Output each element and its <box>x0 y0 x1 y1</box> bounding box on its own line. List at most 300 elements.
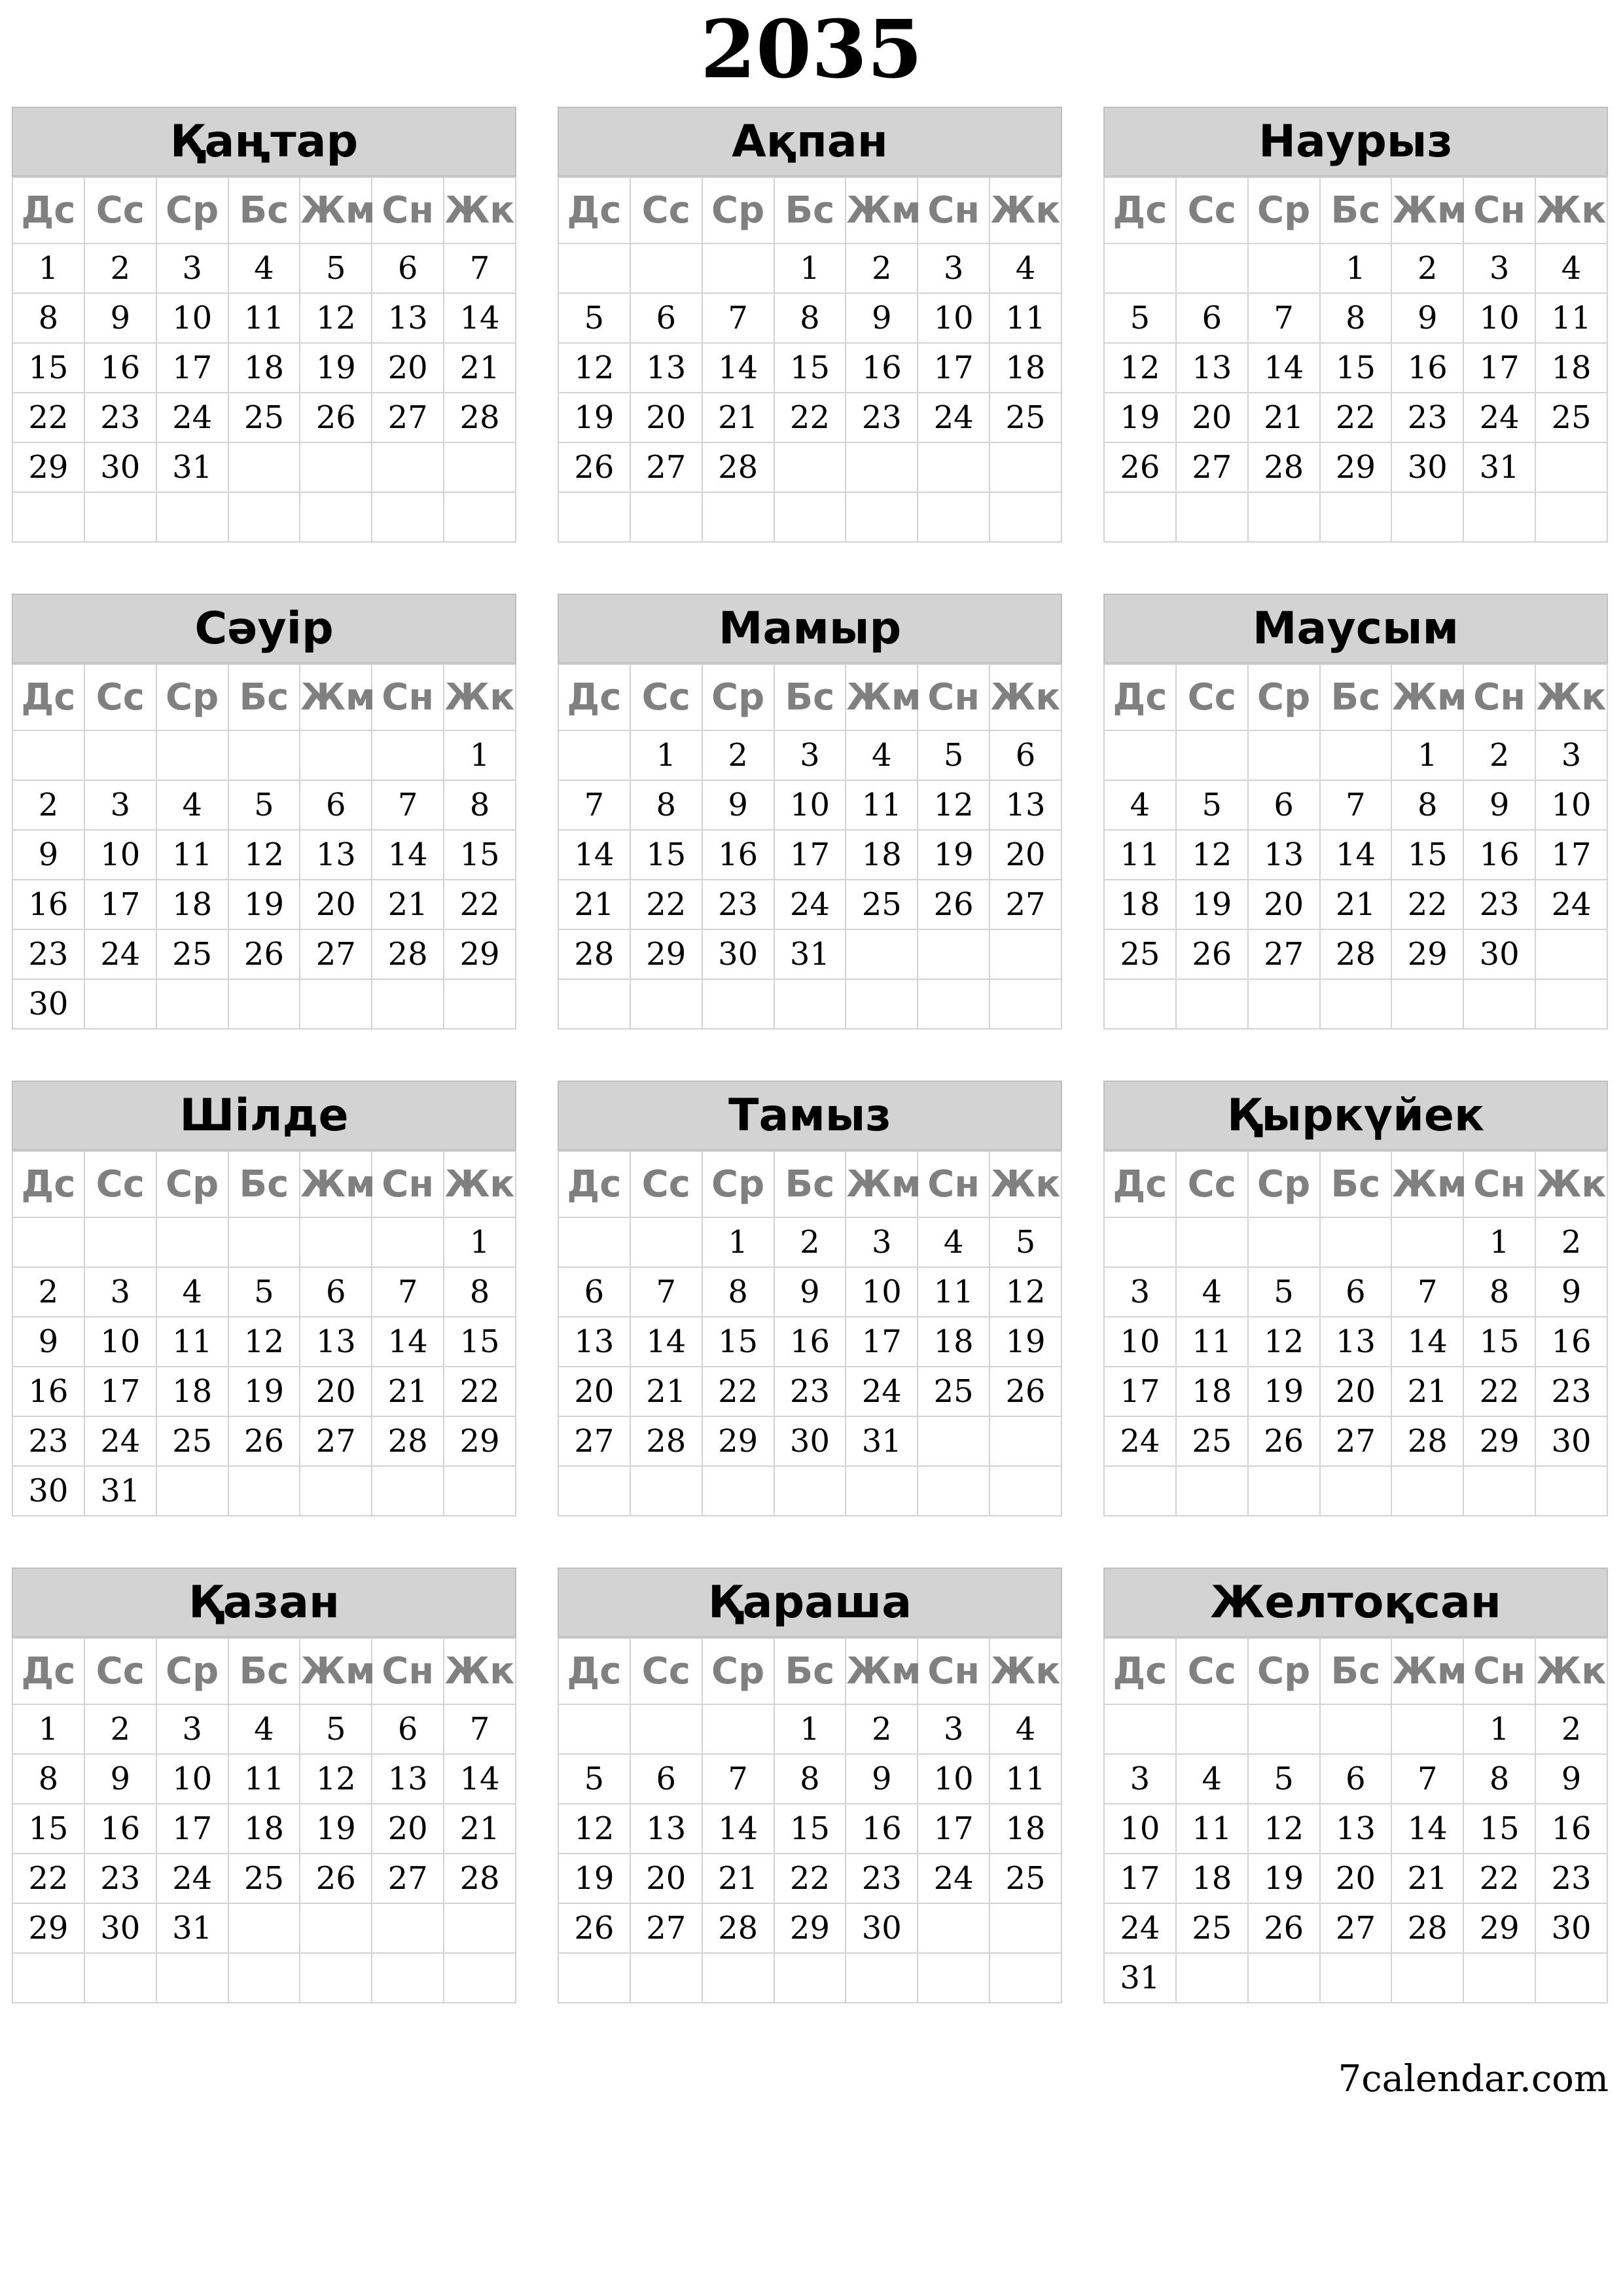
day-cell <box>990 1903 1061 1953</box>
day-cell <box>156 1953 228 2003</box>
day-cell: 5 <box>558 293 630 343</box>
week-row <box>558 880 1061 929</box>
day-cell: 24 <box>1463 393 1535 442</box>
day-cell <box>156 1466 228 1516</box>
day-cell: 29 <box>630 929 702 979</box>
day-cell: 13 <box>1176 343 1248 393</box>
day-cell: 19 <box>1248 1854 1320 1903</box>
day-cell <box>774 1466 846 1516</box>
weekday-label: Дс <box>558 177 630 243</box>
day-cell: 31 <box>156 442 228 492</box>
day-cell <box>1535 929 1607 979</box>
day-cell: 26 <box>558 1903 630 1953</box>
weekday-label: Дс <box>1104 1151 1176 1217</box>
weekday-label: Жк <box>990 177 1061 243</box>
day-cell: 9 <box>12 830 84 880</box>
day-cell: 6 <box>300 1267 372 1317</box>
weekday-label: Жк <box>444 177 516 243</box>
day-cell: 14 <box>1248 343 1320 393</box>
day-cell: 7 <box>630 1267 702 1317</box>
day-cell <box>558 730 630 780</box>
day-cell <box>990 1466 1061 1516</box>
day-cell: 13 <box>1248 830 1320 880</box>
day-cell <box>630 1466 702 1516</box>
day-cell <box>300 979 372 1029</box>
day-cell: 18 <box>1176 1367 1248 1416</box>
day-cell <box>918 1416 990 1466</box>
day-cell: 12 <box>300 1754 372 1804</box>
day-cell: 9 <box>702 780 774 830</box>
month-block <box>1103 1081 1608 1516</box>
day-cell <box>1463 492 1535 542</box>
day-cell: 19 <box>1248 1367 1320 1416</box>
weekday-label: Жм <box>300 1151 372 1217</box>
day-cell: 2 <box>846 1704 918 1754</box>
day-cell: 22 <box>774 393 846 442</box>
day-cell <box>702 1704 774 1754</box>
weekday-label: Дс <box>558 1151 630 1217</box>
day-cell: 14 <box>702 343 774 393</box>
week-row <box>12 1466 516 1516</box>
weekday-label: Ср <box>702 177 774 243</box>
day-cell: 4 <box>1176 1267 1248 1317</box>
day-cell: 17 <box>1104 1854 1176 1903</box>
day-cell: 3 <box>1104 1267 1176 1317</box>
day-cell: 27 <box>1320 1903 1392 1953</box>
day-cell <box>444 979 516 1029</box>
day-cell <box>300 1466 372 1516</box>
day-cell <box>156 979 228 1029</box>
day-cell: 13 <box>630 343 702 393</box>
day-cell <box>990 1953 1061 2003</box>
day-cell: 14 <box>702 1804 774 1854</box>
week-row <box>558 492 1061 542</box>
day-cell: 17 <box>156 1804 228 1854</box>
day-cell: 23 <box>84 1854 156 1903</box>
day-cell: 9 <box>1535 1267 1607 1317</box>
month-title: Қыркүйек <box>1103 1081 1608 1151</box>
day-cell: 23 <box>1463 880 1535 929</box>
day-cell <box>558 1217 630 1267</box>
day-cell <box>1535 1953 1607 2003</box>
day-cell: 18 <box>918 1317 990 1367</box>
day-cell: 12 <box>558 1804 630 1854</box>
day-cell: 7 <box>1320 780 1392 830</box>
day-cell: 20 <box>990 830 1061 880</box>
week-row <box>558 343 1061 393</box>
week-row <box>558 1704 1061 1754</box>
day-cell <box>84 730 156 780</box>
day-cell: 7 <box>558 780 630 830</box>
weekday-label: Сн <box>372 177 444 243</box>
day-cell <box>84 492 156 542</box>
week-row <box>1104 1466 1607 1516</box>
day-cell: 16 <box>1535 1317 1607 1367</box>
day-cell: 12 <box>228 830 300 880</box>
weekday-label: Жм <box>1391 1638 1463 1704</box>
day-cell <box>846 492 918 542</box>
week-row <box>1104 243 1607 293</box>
day-cell: 19 <box>228 1367 300 1416</box>
week-row <box>12 1267 516 1317</box>
day-cell <box>990 492 1061 542</box>
day-cell: 4 <box>990 243 1061 293</box>
day-cell: 10 <box>1535 780 1607 830</box>
day-cell: 27 <box>372 393 444 442</box>
day-cell: 26 <box>1176 929 1248 979</box>
weekday-label: Сн <box>918 177 990 243</box>
day-cell <box>1176 979 1248 1029</box>
day-cell <box>558 1704 630 1754</box>
day-cell <box>300 730 372 780</box>
day-cell: 24 <box>84 929 156 979</box>
day-cell <box>84 1953 156 2003</box>
day-cell: 23 <box>846 393 918 442</box>
day-cell: 22 <box>444 880 516 929</box>
day-cell: 20 <box>630 1854 702 1903</box>
day-cell: 25 <box>990 1854 1061 1903</box>
weekday-label: Жк <box>990 1638 1061 1704</box>
day-cell: 11 <box>228 293 300 343</box>
day-cell: 1 <box>1391 730 1463 780</box>
day-cell: 24 <box>156 393 228 442</box>
day-cell <box>228 1953 300 2003</box>
weekday-header-row <box>12 664 516 730</box>
day-cell: 20 <box>372 343 444 393</box>
week-row <box>558 730 1061 780</box>
day-cell: 12 <box>1248 1317 1320 1367</box>
day-cell: 30 <box>1391 442 1463 492</box>
day-cell: 6 <box>630 1754 702 1804</box>
day-cell: 5 <box>300 1704 372 1754</box>
day-cell: 10 <box>84 1317 156 1367</box>
day-cell: 16 <box>12 880 84 929</box>
weekday-label: Сн <box>918 1151 990 1217</box>
weekday-label: Ср <box>702 1638 774 1704</box>
day-cell <box>12 730 84 780</box>
day-cell <box>444 1466 516 1516</box>
day-cell: 15 <box>12 343 84 393</box>
day-cell: 5 <box>558 1754 630 1804</box>
month-grid <box>558 1151 1062 1516</box>
day-cell: 3 <box>1535 730 1607 780</box>
day-cell: 27 <box>1320 1416 1392 1466</box>
day-cell: 15 <box>1463 1804 1535 1854</box>
day-cell: 8 <box>12 293 84 343</box>
week-row <box>558 1754 1061 1804</box>
day-cell: 4 <box>990 1704 1061 1754</box>
day-cell: 21 <box>702 393 774 442</box>
day-cell: 20 <box>1248 880 1320 929</box>
day-cell: 2 <box>12 1267 84 1317</box>
week-row <box>12 1854 516 1903</box>
month-grid <box>12 664 516 1030</box>
day-cell: 12 <box>1248 1804 1320 1854</box>
day-cell <box>12 492 84 542</box>
day-cell <box>774 492 846 542</box>
day-cell: 29 <box>444 1416 516 1466</box>
weekday-label: Дс <box>1104 1638 1176 1704</box>
day-cell: 12 <box>228 1317 300 1367</box>
day-cell <box>1320 730 1392 780</box>
weekday-label: Дс <box>1104 177 1176 243</box>
weekday-label: Сс <box>84 664 156 730</box>
day-cell <box>630 492 702 542</box>
day-cell <box>918 1466 990 1516</box>
week-row <box>12 1317 516 1367</box>
day-cell: 15 <box>702 1317 774 1367</box>
day-cell <box>1176 1704 1248 1754</box>
day-cell <box>1320 979 1392 1029</box>
day-cell: 10 <box>918 1754 990 1804</box>
weekday-label: Сн <box>1463 664 1535 730</box>
day-cell <box>228 492 300 542</box>
week-row <box>558 442 1061 492</box>
week-row <box>12 880 516 929</box>
day-cell: 30 <box>1463 929 1535 979</box>
day-cell: 8 <box>774 293 846 343</box>
day-cell: 25 <box>156 929 228 979</box>
day-cell <box>1248 730 1320 780</box>
week-row <box>558 1903 1061 1953</box>
day-cell: 23 <box>846 1854 918 1903</box>
day-cell: 17 <box>918 343 990 393</box>
weekday-label: Жм <box>300 664 372 730</box>
weekday-header-row <box>12 1638 516 1704</box>
day-cell: 16 <box>1463 830 1535 880</box>
weekday-label: Жк <box>1535 1638 1607 1704</box>
day-cell <box>630 1217 702 1267</box>
weekday-label: Бс <box>774 1638 846 1704</box>
day-cell: 8 <box>774 1754 846 1804</box>
weekday-label: Жм <box>1391 1151 1463 1217</box>
month-block <box>1103 107 1608 543</box>
day-cell <box>630 243 702 293</box>
day-cell: 11 <box>846 780 918 830</box>
day-cell <box>1104 492 1176 542</box>
day-cell: 19 <box>558 1854 630 1903</box>
day-cell: 16 <box>84 1804 156 1854</box>
month-grid <box>12 177 516 543</box>
day-cell: 18 <box>156 1367 228 1416</box>
day-cell: 8 <box>12 1754 84 1804</box>
day-cell <box>1176 1466 1248 1516</box>
day-cell: 13 <box>558 1317 630 1367</box>
day-cell: 21 <box>630 1367 702 1416</box>
day-cell <box>372 1466 444 1516</box>
day-cell: 23 <box>84 393 156 442</box>
day-cell: 29 <box>1320 442 1392 492</box>
day-cell: 26 <box>300 393 372 442</box>
day-cell: 27 <box>990 880 1061 929</box>
weekday-header-row <box>12 177 516 243</box>
weekday-label: Ср <box>1248 177 1320 243</box>
day-cell: 5 <box>990 1217 1061 1267</box>
day-cell: 7 <box>444 243 516 293</box>
weekday-label: Сс <box>630 1151 702 1217</box>
day-cell: 29 <box>444 929 516 979</box>
day-cell: 17 <box>1463 343 1535 393</box>
day-cell: 10 <box>84 830 156 880</box>
day-cell <box>228 979 300 1029</box>
day-cell: 27 <box>558 1416 630 1466</box>
week-row <box>12 1754 516 1804</box>
day-cell: 6 <box>630 293 702 343</box>
day-cell <box>1104 730 1176 780</box>
day-cell: 5 <box>1104 293 1176 343</box>
weekday-label: Сн <box>1463 1151 1535 1217</box>
day-cell: 29 <box>702 1416 774 1466</box>
day-cell: 18 <box>846 830 918 880</box>
weekday-label: Дс <box>12 177 84 243</box>
day-cell <box>156 492 228 542</box>
month-title: Тамыз <box>558 1081 1062 1151</box>
day-cell <box>1176 492 1248 542</box>
day-cell: 21 <box>558 880 630 929</box>
month-block <box>1103 1568 1608 2003</box>
week-row <box>1104 442 1607 492</box>
month-block <box>12 1081 516 1516</box>
day-cell: 28 <box>444 393 516 442</box>
day-cell: 26 <box>558 442 630 492</box>
day-cell <box>300 1217 372 1267</box>
week-row <box>1104 1754 1607 1804</box>
day-cell: 15 <box>774 343 846 393</box>
weekday-header-row <box>558 664 1061 730</box>
day-cell: 23 <box>702 880 774 929</box>
day-cell: 13 <box>1320 1804 1392 1854</box>
day-cell <box>84 979 156 1029</box>
day-cell <box>702 243 774 293</box>
week-row <box>12 243 516 293</box>
week-row <box>12 730 516 780</box>
week-row <box>558 1267 1061 1317</box>
day-cell: 27 <box>630 1903 702 1953</box>
day-cell: 7 <box>444 1704 516 1754</box>
day-cell: 9 <box>846 293 918 343</box>
weekday-header-row <box>558 177 1061 243</box>
day-cell: 15 <box>1463 1317 1535 1367</box>
week-row <box>1104 880 1607 929</box>
day-cell: 6 <box>1176 293 1248 343</box>
day-cell: 20 <box>630 393 702 442</box>
day-cell: 20 <box>558 1367 630 1416</box>
day-cell <box>1104 1217 1176 1267</box>
day-cell: 2 <box>702 730 774 780</box>
month-block <box>558 1081 1062 1516</box>
day-cell <box>1391 1704 1463 1754</box>
day-cell: 11 <box>1176 1804 1248 1854</box>
day-cell: 11 <box>918 1267 990 1317</box>
week-row <box>1104 1804 1607 1854</box>
day-cell: 29 <box>12 1903 84 1953</box>
week-row <box>12 293 516 343</box>
weekday-label: Сс <box>84 1151 156 1217</box>
weekday-label: Бс <box>774 664 846 730</box>
month-block <box>558 594 1062 1030</box>
day-cell: 16 <box>84 343 156 393</box>
day-cell: 30 <box>12 1466 84 1516</box>
day-cell <box>918 929 990 979</box>
day-cell: 24 <box>846 1367 918 1416</box>
day-cell: 28 <box>702 442 774 492</box>
day-cell: 19 <box>1104 393 1176 442</box>
weekday-label: Дс <box>1104 664 1176 730</box>
day-cell: 2 <box>1535 1704 1607 1754</box>
day-cell: 31 <box>84 1466 156 1516</box>
week-row <box>558 1317 1061 1367</box>
year-title: 2035 <box>700 2 923 96</box>
day-cell: 21 <box>372 1367 444 1416</box>
day-cell: 3 <box>84 1267 156 1317</box>
weekday-label: Сс <box>630 664 702 730</box>
day-cell: 26 <box>990 1367 1061 1416</box>
day-cell: 20 <box>300 1367 372 1416</box>
day-cell <box>1320 1704 1392 1754</box>
day-cell <box>1535 442 1607 492</box>
day-cell: 27 <box>1176 442 1248 492</box>
day-cell: 26 <box>1104 442 1176 492</box>
day-cell: 18 <box>990 1804 1061 1854</box>
week-row <box>558 1854 1061 1903</box>
day-cell: 30 <box>1535 1903 1607 1953</box>
day-cell <box>1248 243 1320 293</box>
day-cell: 4 <box>846 730 918 780</box>
day-cell: 4 <box>156 1267 228 1317</box>
day-cell: 27 <box>300 1416 372 1466</box>
day-cell: 10 <box>846 1267 918 1317</box>
day-cell: 19 <box>990 1317 1061 1367</box>
week-row <box>12 442 516 492</box>
day-cell: 1 <box>444 1217 516 1267</box>
week-row <box>1104 1903 1607 1953</box>
day-cell <box>990 979 1061 1029</box>
day-cell: 26 <box>1248 1903 1320 1953</box>
day-cell: 3 <box>918 1704 990 1754</box>
day-cell: 29 <box>12 442 84 492</box>
day-cell: 3 <box>156 243 228 293</box>
weekday-label: Жк <box>990 664 1061 730</box>
day-cell: 30 <box>846 1903 918 1953</box>
weekday-label: Бс <box>228 664 300 730</box>
month-block <box>558 1568 1062 2003</box>
day-cell: 6 <box>1320 1754 1392 1804</box>
month-block <box>558 107 1062 543</box>
day-cell: 30 <box>12 979 84 1029</box>
day-cell: 4 <box>1535 243 1607 293</box>
day-cell: 27 <box>630 442 702 492</box>
day-cell <box>1535 979 1607 1029</box>
day-cell: 11 <box>990 293 1061 343</box>
day-cell <box>1320 1466 1392 1516</box>
weekday-label: Жк <box>990 1151 1061 1217</box>
day-cell: 6 <box>372 243 444 293</box>
day-cell: 7 <box>702 1754 774 1804</box>
week-row <box>1104 1704 1607 1754</box>
day-cell: 21 <box>1248 393 1320 442</box>
day-cell: 21 <box>1391 1854 1463 1903</box>
day-cell: 8 <box>1463 1754 1535 1804</box>
day-cell: 4 <box>1104 780 1176 830</box>
weekday-header-row <box>1104 664 1607 730</box>
day-cell: 16 <box>1535 1804 1607 1854</box>
weekday-label: Дс <box>558 1638 630 1704</box>
weekday-label: Ср <box>156 177 228 243</box>
day-cell: 18 <box>1535 343 1607 393</box>
weekday-label: Сс <box>84 177 156 243</box>
weekday-label: Сн <box>372 1638 444 1704</box>
month-grid <box>558 177 1062 543</box>
